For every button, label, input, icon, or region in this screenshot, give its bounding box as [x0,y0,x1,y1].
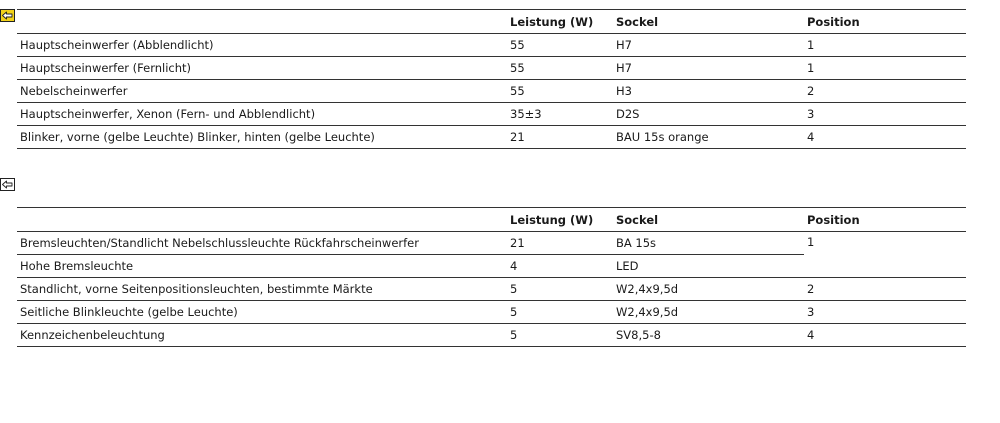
cell-designation: Nebelscheinwerfer [17,80,507,103]
cell-position: 1 [804,57,966,80]
column-header-power: Leistung (W) [507,10,613,34]
table-header-row [17,10,966,34]
cell-socket: W2,4x9,5d [613,278,804,301]
back-arrow-icon[interactable] [0,178,15,191]
cell-socket: W2,4x9,5d [613,301,804,324]
cell-socket: H7 [613,57,804,80]
table-header-row [17,208,966,232]
cell-power: 55 [507,34,613,57]
table-row [17,232,966,255]
cell-socket: BAU 15s orange [613,126,804,149]
back-arrow-icon[interactable] [0,9,15,22]
cell-designation: Hauptscheinwerfer (Abblendlicht) [17,34,507,57]
cell-position: 1 [804,34,966,57]
column-header-designation [17,10,507,34]
table-row [17,126,966,149]
cell-socket: H3 [613,80,804,103]
cell-power: 55 [507,80,613,103]
cell-position: 4 [804,324,966,347]
table-row [17,324,966,347]
column-header-socket: Sockel [613,208,804,232]
cell-designation: Bremsleuchten/Standlicht Nebelschlussleuchte Rückfahrscheinwerfer [17,232,507,255]
cell-position: 2 [804,278,966,301]
column-header-position: Position [804,10,966,34]
cell-designation: Hauptscheinwerfer (Fernlicht) [17,57,507,80]
table-row [17,80,966,103]
cell-position: 3 [804,301,966,324]
table-row [17,301,966,324]
cell-socket: D2S [613,103,804,126]
rear-bulb-table [17,207,966,347]
cell-power: 35±3 [507,103,613,126]
cell-power: 21 [507,126,613,149]
cell-designation: Kennzeichenbeleuchtung [17,324,507,347]
cell-socket: LED [613,255,804,278]
cell-socket: SV8,5-8 [613,324,804,347]
cell-position: 4 [804,126,966,149]
column-header-power: Leistung (W) [507,208,613,232]
column-header-position: Position [804,208,966,232]
column-header-designation [17,208,507,232]
cell-position: 1 [804,232,966,278]
cell-power: 21 [507,232,613,255]
cell-designation: Blinker, vorne (gelbe Leuchte) Blinker, hinten (gelbe Leuchte) [17,126,507,149]
table-row [17,103,966,126]
cell-designation: Hohe Bremsleuchte [17,255,507,278]
table-row [17,34,966,57]
cell-power: 4 [507,255,613,278]
column-header-socket: Sockel [613,10,804,34]
cell-power: 5 [507,324,613,347]
cell-socket: BA 15s [613,232,804,255]
cell-position: 3 [804,103,966,126]
cell-designation: Seitliche Blinkleuchte (gelbe Leuchte) [17,301,507,324]
table-row [17,57,966,80]
cell-designation: Standlicht, vorne Seitenpositionsleuchten, bestimmte Märkte [17,278,507,301]
front-bulb-table [17,9,966,149]
cell-socket: H7 [613,34,804,57]
cell-designation: Hauptscheinwerfer, Xenon (Fern- und Abblendlicht) [17,103,507,126]
table-row [17,278,966,301]
cell-power: 55 [507,57,613,80]
cell-power: 5 [507,278,613,301]
cell-power: 5 [507,301,613,324]
cell-position: 2 [804,80,966,103]
